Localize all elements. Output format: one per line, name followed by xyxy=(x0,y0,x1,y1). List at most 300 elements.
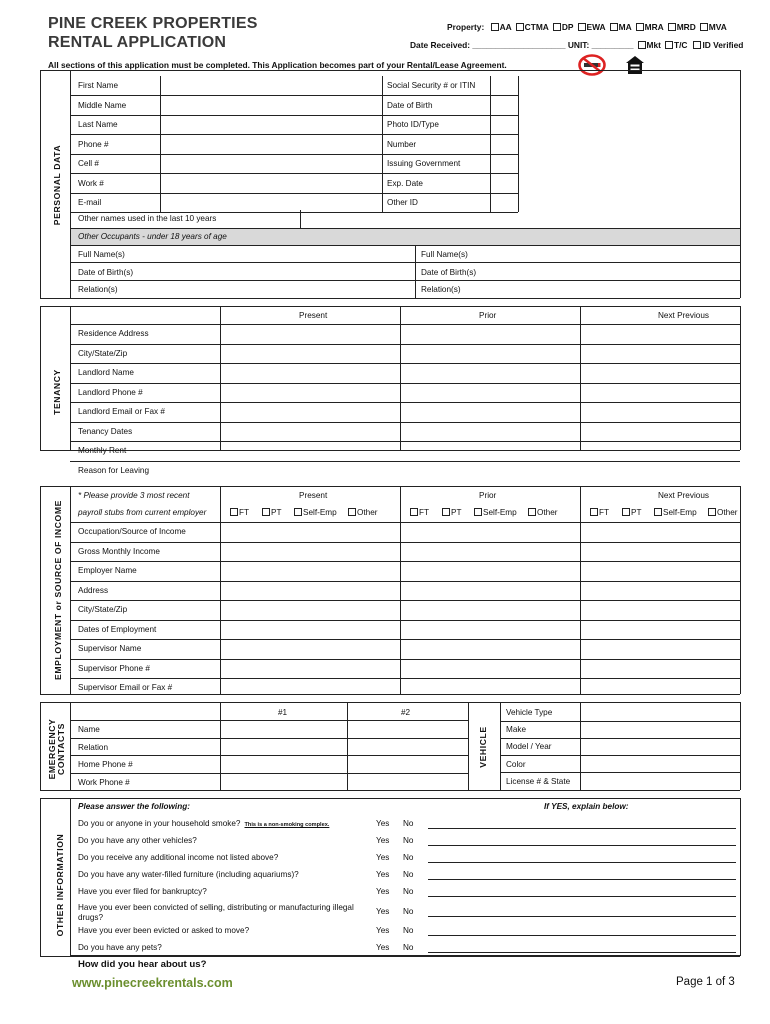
emp-type-0-pt xyxy=(262,508,281,518)
occ-left-field-0[interactable] xyxy=(150,246,414,262)
emp-type-checkbox-1-2[interactable] xyxy=(474,508,482,516)
question-no-0[interactable]: No xyxy=(403,819,414,828)
question-no-7[interactable]: No xyxy=(403,943,414,952)
ec-contact2-1[interactable] xyxy=(349,739,466,755)
vehicle-field-0[interactable] xyxy=(582,704,738,720)
emp-type-label-0-1: PT xyxy=(271,508,282,517)
emp-type-label-2-0: FT xyxy=(599,508,610,517)
personal-right-label-0: Social Security # or ITIN xyxy=(387,81,476,90)
ec-col-3 xyxy=(468,702,469,790)
ec-contact1-0[interactable] xyxy=(222,721,345,737)
occ-right-field-0[interactable] xyxy=(490,246,738,262)
no-smoking-icon xyxy=(578,54,606,76)
vehicle-label-0: Vehicle Type xyxy=(506,708,553,717)
personal-right-label-5: Exp. Date xyxy=(387,178,423,188)
other-names-field[interactable] xyxy=(228,211,300,228)
emp-present-7[interactable] xyxy=(222,660,398,678)
emp-col-header-2: Next Previous xyxy=(658,491,709,500)
explain-line-1 xyxy=(428,845,736,846)
tenancy-next-0[interactable] xyxy=(582,325,738,343)
tenancy-next-7[interactable] xyxy=(582,462,738,480)
explain-line-6 xyxy=(428,935,736,936)
tenancy-present-3[interactable] xyxy=(222,384,398,402)
ec-col-1 xyxy=(220,702,221,790)
website-link[interactable]: www.pinecreekrentals.com xyxy=(72,976,233,990)
occ-right-field-2[interactable] xyxy=(490,281,738,297)
question-3 xyxy=(78,870,368,880)
occupants-header: Other Occupants - under 18 years of age xyxy=(78,232,227,241)
section-left-0 xyxy=(40,70,41,298)
emp-type-0-self-emp xyxy=(294,508,337,518)
section-top-0 xyxy=(40,70,740,71)
emp-type-0-ft xyxy=(230,508,249,518)
emp-next-6[interactable] xyxy=(582,640,738,658)
property-option-mva: MVA xyxy=(708,22,727,32)
label-column-divider-4 xyxy=(70,798,71,956)
emp-present-0[interactable] xyxy=(222,523,398,541)
ec-col-2 xyxy=(347,702,348,790)
personal-col-2 xyxy=(382,76,383,212)
payroll-note-2: payroll stubs from current employer xyxy=(78,508,207,517)
question-6 xyxy=(78,926,368,936)
occ-left-label-0: Full Name(s) xyxy=(78,250,125,259)
vehicle-field-1[interactable] xyxy=(582,721,738,737)
emp-type-checkbox-1-0[interactable] xyxy=(410,508,418,516)
tenancy-prior-3[interactable] xyxy=(402,384,578,402)
ec-contact1-1[interactable] xyxy=(222,739,345,755)
heard-about-us-label: How did you hear about us? xyxy=(78,959,207,970)
personal-field-6[interactable] xyxy=(160,194,382,212)
question-1 xyxy=(78,836,368,846)
tenancy-prior-2[interactable] xyxy=(402,364,578,382)
emp-type-2-self-emp xyxy=(654,508,697,518)
emp-col-1 xyxy=(220,486,221,694)
section-right-4 xyxy=(740,798,741,956)
tenancy-prior-6[interactable] xyxy=(402,442,578,460)
section-top-1 xyxy=(40,306,740,307)
tenancy-next-6[interactable] xyxy=(582,442,738,460)
tenancy-row-label-0: Residence Address xyxy=(78,329,149,338)
question-text-1: Do you have any other vehicles? xyxy=(78,836,197,845)
explain-field-3[interactable] xyxy=(428,866,736,879)
property-checkbox-mva[interactable] xyxy=(700,23,708,31)
emp-col-header-1: Prior xyxy=(479,491,497,500)
tenancy-col-3 xyxy=(580,306,581,450)
tenancy-row-label-2: Landlord Name xyxy=(78,368,134,377)
tenancy-next-3[interactable] xyxy=(582,384,738,402)
section-top-4 xyxy=(40,798,740,799)
occ-right-label-0: Full Name(s) xyxy=(421,250,468,259)
personal-field-5[interactable] xyxy=(160,175,382,193)
question-text-0: Do you or anyone in your household smoke? xyxy=(78,819,241,828)
emp-next-4[interactable] xyxy=(582,601,738,619)
tenancy-next-4[interactable] xyxy=(582,403,738,421)
emp-prior-0[interactable] xyxy=(402,523,578,541)
occ-right-label-1: Date of Birth(s) xyxy=(421,267,477,277)
personal-right-field-6[interactable] xyxy=(490,194,518,212)
emp-type-label-2-3: Other xyxy=(717,508,738,517)
question-no-4[interactable]: No xyxy=(403,887,414,896)
emp-row-label-0: Occupation/Source of Income xyxy=(78,527,186,536)
property-option-mra: MRA xyxy=(644,22,664,32)
section-top-3 xyxy=(40,702,740,703)
section-bottom-0 xyxy=(40,298,740,299)
emp-prior-1[interactable] xyxy=(402,543,578,561)
tenancy-prior-5[interactable] xyxy=(402,423,578,441)
occ-top xyxy=(70,228,740,229)
ec-col-header-1: #2 xyxy=(401,708,411,717)
emp-type-label-0-3: Other xyxy=(357,508,378,517)
emp-present-1[interactable] xyxy=(222,543,398,561)
section-right-2 xyxy=(740,486,741,694)
emp-present-5[interactable] xyxy=(222,621,398,639)
ec-row-label-1: Relation xyxy=(78,742,109,752)
emp-present-8[interactable] xyxy=(222,679,398,697)
emp-type-label-1-1: PT xyxy=(451,508,462,517)
questions-header: Please answer the following: xyxy=(78,802,190,811)
other-names-label: Other names used in the last 10 years xyxy=(78,214,217,223)
tenancy-prior-1[interactable] xyxy=(402,345,578,363)
emp-type-checkbox-1-3[interactable] xyxy=(528,508,536,516)
property-checkbox-ctma[interactable] xyxy=(516,23,524,31)
tenancy-present-7[interactable] xyxy=(222,462,398,480)
question-yes-5[interactable]: Yes xyxy=(376,907,390,916)
question-yes-0[interactable]: Yes xyxy=(376,819,390,828)
personal-right-label-4: Issuing Government xyxy=(387,159,461,168)
question-7 xyxy=(78,943,368,953)
section-right-1 xyxy=(740,306,741,450)
emp-type-1-ft xyxy=(410,508,429,518)
emp-present-3[interactable] xyxy=(222,582,398,600)
emp-row-label-8: Supervisor Email or Fax # xyxy=(78,683,173,692)
property-checkbox-ewa[interactable] xyxy=(578,23,586,31)
title-line-1: PINE CREEK PROPERTIES xyxy=(48,15,258,32)
date-received-label: Date Received: ____________________ xyxy=(410,40,566,50)
question-text-5: Have you ever been convicted of selling, distributing or manufacturing illegal drugs? xyxy=(78,903,354,922)
emp-type-1-pt xyxy=(442,508,461,518)
tenancy-row-label-5: Tenancy Dates xyxy=(78,426,133,436)
occ-left-label-2: Relation(s) xyxy=(78,285,118,294)
tenancy-next-5[interactable] xyxy=(582,423,738,441)
occ-left-label-1: Date of Birth(s) xyxy=(78,267,134,277)
emp-row-label-5: Dates of Employment xyxy=(78,624,157,634)
tenancy-row-label-1: City/State/Zip xyxy=(78,348,128,358)
question-text-6: Have you ever been evicted or asked to move? xyxy=(78,926,250,935)
personal-label-2: Last Name xyxy=(78,120,118,129)
occ-left-field-2[interactable] xyxy=(150,281,414,297)
personal-field-2[interactable] xyxy=(160,116,382,134)
emp-present-4[interactable] xyxy=(222,601,398,619)
emp-type-2-ft xyxy=(590,508,609,518)
emp-type-label-0-2: Self-Emp xyxy=(303,508,337,517)
emp-next-1[interactable] xyxy=(582,543,738,561)
explain-field-2[interactable] xyxy=(428,849,736,862)
emp-prior-3[interactable] xyxy=(402,582,578,600)
tenancy-col-header-0: Present xyxy=(299,311,328,320)
emp-type-checkbox-0-3[interactable] xyxy=(348,508,356,516)
emp-type-checkbox-0-1[interactable] xyxy=(262,508,270,516)
question-no-3[interactable]: No xyxy=(403,870,414,879)
explain-line-0 xyxy=(428,828,736,829)
question-text-4: Have you ever filed for bankruptcy? xyxy=(78,887,207,896)
payroll-note-1: * Please provide 3 most recent xyxy=(78,491,190,500)
section-bottom-3 xyxy=(40,790,740,791)
question-yes-3[interactable]: Yes xyxy=(376,870,390,879)
emp-type-checkbox-2-0[interactable] xyxy=(590,508,598,516)
vehicle-label: VEHICLE xyxy=(478,726,488,768)
emp-col-header-0: Present xyxy=(299,491,328,500)
explain-field-7[interactable] xyxy=(428,939,736,952)
emp-next-8[interactable] xyxy=(582,679,738,697)
vehicle-label-4: License # & State xyxy=(506,776,571,786)
vehicle-col-1 xyxy=(500,702,501,790)
personal-col-3 xyxy=(490,76,491,212)
explain-line-5 xyxy=(428,916,736,917)
id-verified-label: ID Verified xyxy=(702,40,744,50)
emp-row-label-3: Address xyxy=(78,585,109,595)
other-bottom-rule xyxy=(70,955,740,956)
tenancy-row-label-4: Landlord Email or Fax # xyxy=(78,407,165,416)
question-yes-1[interactable]: Yes xyxy=(376,836,390,845)
emp-present-6[interactable] xyxy=(222,640,398,658)
emergency-label-1: EMERGENCY xyxy=(47,718,57,780)
personal-right-field-1[interactable] xyxy=(490,97,518,115)
tenancy-present-2[interactable] xyxy=(222,364,398,382)
tc-checkbox[interactable] xyxy=(665,41,673,49)
emp-type-label-2-1: PT xyxy=(631,508,642,517)
tc-label: T/C xyxy=(673,40,688,50)
other-information-label: OTHER INFORMATION xyxy=(55,833,65,937)
question-text-7: Do you have any pets? xyxy=(78,943,162,952)
tenancy-col-header-2: Next Previous xyxy=(658,311,709,320)
id-verified-checkbox[interactable] xyxy=(693,41,701,49)
personal-label-0: First Name xyxy=(78,81,119,90)
personal-right-label-2: Photo ID/Type xyxy=(387,120,439,129)
tenancy-present-1[interactable] xyxy=(222,345,398,363)
question-yes-7[interactable]: Yes xyxy=(376,943,390,952)
tenancy-present-4[interactable] xyxy=(222,403,398,421)
emp-type-checkbox-0-0[interactable] xyxy=(230,508,238,516)
emp-type-label-1-3: Other xyxy=(537,508,558,517)
property-option-ctma: CTMA xyxy=(524,22,549,32)
personal-data-label: PERSONAL DATA xyxy=(52,144,62,226)
section-left-4 xyxy=(40,798,41,956)
property-checkbox-mra[interactable] xyxy=(636,23,644,31)
emp-col-3 xyxy=(580,486,581,694)
emp-prior-6[interactable] xyxy=(402,640,578,658)
question-no-2[interactable]: No xyxy=(403,853,414,862)
personal-label-3: Phone # xyxy=(78,139,109,149)
other-names-divider xyxy=(300,210,301,229)
property-option-aa: AA xyxy=(499,22,512,32)
personal-right-field-5[interactable] xyxy=(490,175,518,193)
vehicle-label-2: Model / Year xyxy=(506,742,552,752)
question-yes-6[interactable]: Yes xyxy=(376,926,390,935)
ec-contact2-3[interactable] xyxy=(349,774,466,790)
section-top-2 xyxy=(40,486,740,487)
property-label: Property: xyxy=(447,22,485,32)
section-left-1 xyxy=(40,306,41,450)
mkt-label: Mkt xyxy=(646,40,661,50)
vehicle-field-3[interactable] xyxy=(582,756,738,772)
tenancy-row-label-3: Landlord Phone # xyxy=(78,387,143,397)
emp-type-2-pt xyxy=(622,508,641,518)
ec-contact2-2[interactable] xyxy=(349,756,466,772)
emp-next-0[interactable] xyxy=(582,523,738,541)
tenancy-row-label-7: Reason for Leaving xyxy=(78,465,150,475)
explain-line-2 xyxy=(428,862,736,863)
emp-type-checkbox-2-3[interactable] xyxy=(708,508,716,516)
heard-about-us-field[interactable] xyxy=(230,958,730,972)
unit-label: UNIT: _________ xyxy=(567,40,634,50)
property-option-ma: MA xyxy=(618,22,632,32)
tenancy-row-label-6: Monthly Rent xyxy=(78,446,127,455)
question-no-5[interactable]: No xyxy=(403,907,414,916)
occ-divider xyxy=(415,245,416,298)
emp-col-2 xyxy=(400,486,401,694)
emp-type-checkbox-0-2[interactable] xyxy=(294,508,302,516)
personal-right-field-0[interactable] xyxy=(490,77,518,95)
emergency-contacts-label xyxy=(48,714,66,784)
emp-type-1-other xyxy=(528,508,557,518)
personal-label-4: Cell # xyxy=(78,159,99,168)
personal-col-4 xyxy=(518,76,519,212)
label-column-divider-3 xyxy=(70,702,71,790)
personal-field-3[interactable] xyxy=(160,136,382,154)
date-received-row xyxy=(410,40,743,50)
mkt-checkbox[interactable] xyxy=(638,41,646,49)
ec-contact1-2[interactable] xyxy=(222,756,345,772)
tenancy-col-2 xyxy=(400,306,401,450)
explain-field-4[interactable] xyxy=(428,883,736,896)
explain-field-6[interactable] xyxy=(428,922,736,935)
occ-left-field-1[interactable] xyxy=(150,264,414,280)
occ-right-label-2: Relation(s) xyxy=(421,285,461,294)
tenancy-present-6[interactable] xyxy=(222,442,398,460)
tenancy-present-0[interactable] xyxy=(222,325,398,343)
property-option-dp: DP xyxy=(561,22,574,32)
property-option-ewa: EWA xyxy=(586,22,606,32)
personal-right-label-1: Date of Birth xyxy=(387,100,433,110)
property-options xyxy=(447,22,727,32)
emp-prior-8[interactable] xyxy=(402,679,578,697)
emp-next-3[interactable] xyxy=(582,582,738,600)
question-yes-4[interactable]: Yes xyxy=(376,887,390,896)
vehicle-field-4[interactable] xyxy=(582,773,738,789)
question-no-1[interactable]: No xyxy=(403,836,414,845)
tenancy-present-5[interactable] xyxy=(222,423,398,441)
ec-col-header-0: #1 xyxy=(278,708,288,717)
label-column-divider-1 xyxy=(70,306,71,450)
property-checkbox-ma[interactable] xyxy=(610,23,618,31)
property-checkbox-dp[interactable] xyxy=(553,23,561,31)
emp-type-checkbox-1-1[interactable] xyxy=(442,508,450,516)
occ-right-field-1[interactable] xyxy=(490,264,738,280)
section-right-0 xyxy=(740,70,741,298)
emp-prior-4[interactable] xyxy=(402,601,578,619)
emp-type-checkbox-2-2[interactable] xyxy=(654,508,662,516)
section-right-3 xyxy=(740,702,741,790)
emp-prior-7[interactable] xyxy=(402,660,578,678)
form-title xyxy=(48,14,258,52)
vehicle-label-3: Color xyxy=(506,759,526,769)
ec-contact1-3[interactable] xyxy=(222,774,345,790)
tenancy-prior-0[interactable] xyxy=(402,325,578,343)
emp-prior-5[interactable] xyxy=(402,621,578,639)
question-text-2: Do you receive any additional income not listed above? xyxy=(78,853,279,862)
emp-row-label-6: Supervisor Name xyxy=(78,644,142,653)
tenancy-next-2[interactable] xyxy=(582,364,738,382)
tenancy-prior-7[interactable] xyxy=(402,462,578,480)
emp-type-label-1-0: FT xyxy=(419,508,430,517)
property-option-mrd: MRD xyxy=(676,22,696,32)
emp-type-label-1-2: Self-Emp xyxy=(483,508,517,517)
notice-text: All sections of this application must be completed. This Application becomes part of your Rental/Lease Agreement. xyxy=(48,60,507,70)
personal-label-6: E-mail xyxy=(78,198,102,207)
explain-field-1[interactable] xyxy=(428,832,736,845)
personal-right-field-3[interactable] xyxy=(490,136,518,154)
question-5 xyxy=(78,903,368,923)
emp-next-2[interactable] xyxy=(582,562,738,580)
ec-contact2-0[interactable] xyxy=(349,721,466,737)
vehicle-label-1: Make xyxy=(506,725,527,735)
question-yes-2[interactable]: Yes xyxy=(376,853,390,862)
question-2 xyxy=(78,853,368,863)
personal-right-field-2[interactable] xyxy=(490,116,518,134)
tenancy-label: TENANCY xyxy=(52,369,62,415)
personal-field-0[interactable] xyxy=(160,77,382,95)
explain-line-7 xyxy=(428,952,736,953)
section-left-3 xyxy=(40,702,41,790)
non-smoking-note: This is a non-smoking complex. xyxy=(244,822,330,828)
emp-prior-2[interactable] xyxy=(402,562,578,580)
emp-next-5[interactable] xyxy=(582,621,738,639)
tenancy-prior-4[interactable] xyxy=(402,403,578,421)
ec-row-label-3: Work Phone # xyxy=(78,777,130,787)
question-no-6[interactable]: No xyxy=(403,926,414,935)
section-bottom-4 xyxy=(40,956,740,957)
emp-next-7[interactable] xyxy=(582,660,738,678)
explain-line-4 xyxy=(428,896,736,897)
vehicle-col-2 xyxy=(580,702,581,790)
emp-type-label-0-0: FT xyxy=(239,508,250,517)
question-4 xyxy=(78,887,368,897)
explain-field-0[interactable] xyxy=(428,815,736,828)
vehicle-field-2[interactable] xyxy=(582,738,738,754)
question-text-3: Do you have any water-filled furniture (including aquariums)? xyxy=(78,870,299,879)
personal-right-field-4[interactable] xyxy=(490,155,518,173)
tenancy-next-1[interactable] xyxy=(582,345,738,363)
emp-row-label-7: Supervisor Phone # xyxy=(78,663,150,673)
title-line-2: RENTAL APPLICATION xyxy=(48,34,227,51)
property-checkbox-mrd[interactable] xyxy=(668,23,676,31)
property-checkbox-aa[interactable] xyxy=(491,23,499,31)
personal-label-5: Work # xyxy=(78,178,104,188)
label-column-divider-2 xyxy=(70,486,71,694)
explain-field-5[interactable] xyxy=(428,903,736,916)
emergency-label-2: CONTACTS xyxy=(56,723,66,775)
emp-row-label-4: City/State/Zip xyxy=(78,605,128,614)
personal-label-1: Middle Name xyxy=(78,100,127,110)
tenancy-spacer xyxy=(220,324,221,343)
employment-label: EMPLOYMENT or SOURCE OF INCOME xyxy=(53,500,63,680)
tenancy-col-header-1: Prior xyxy=(479,311,497,320)
emp-type-checkbox-2-1[interactable] xyxy=(622,508,630,516)
personal-field-4[interactable] xyxy=(160,155,382,173)
emp-row-label-2: Employer Name xyxy=(78,566,137,575)
emp-present-2[interactable] xyxy=(222,562,398,580)
personal-field-1[interactable] xyxy=(160,97,382,115)
